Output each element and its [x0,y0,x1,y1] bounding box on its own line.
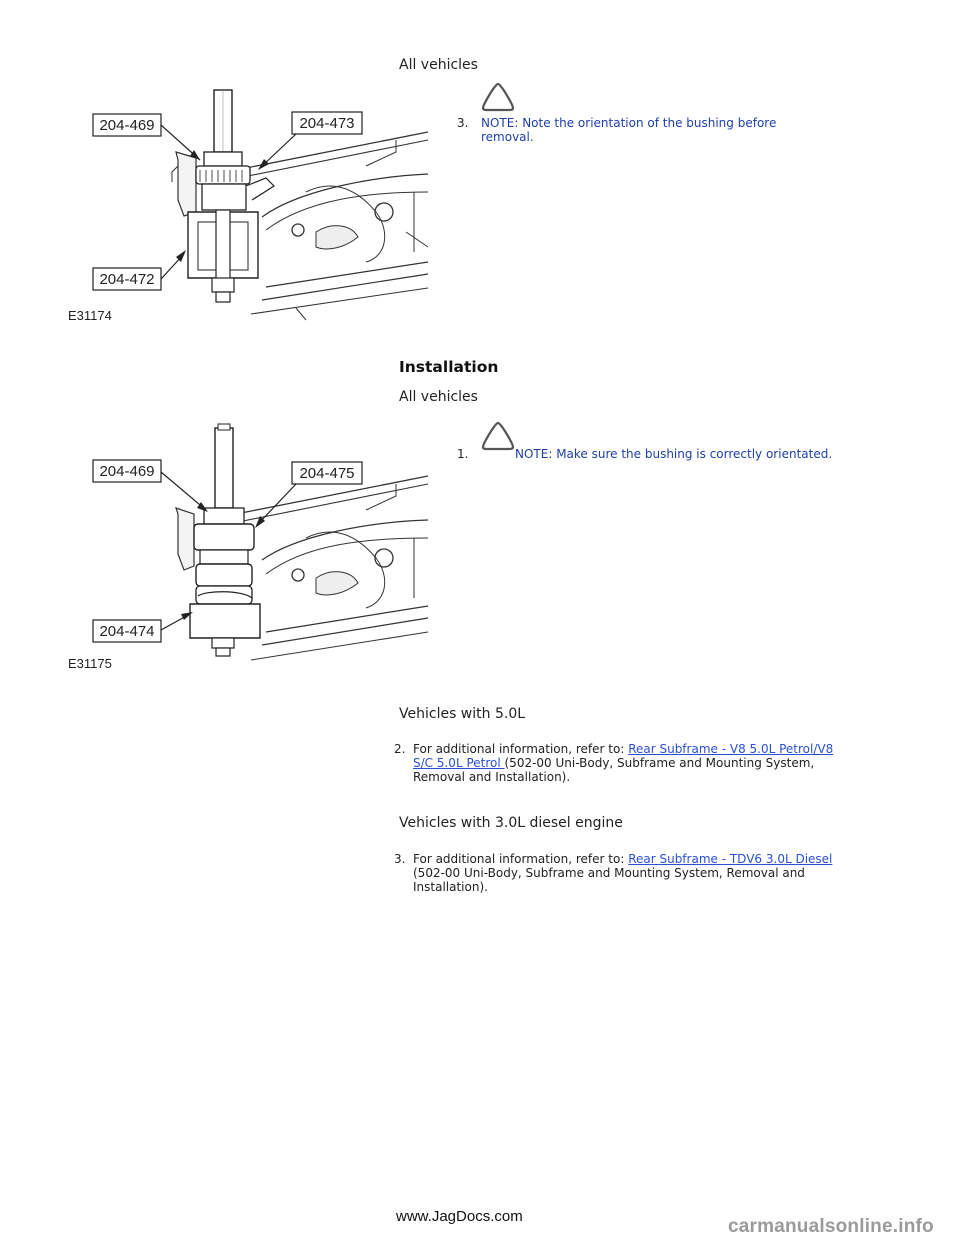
footer-site: www.JagDocs.com [396,1208,523,1225]
callout-1-label: 204-469 [99,117,155,134]
installation-step1-note: NOTE: Make sure the bushing is correctly orientated. [515,447,833,461]
step3-number: 3. [394,852,406,866]
callout-3-label: 204-472 [99,271,155,288]
installation-step1-number: 1. [457,447,469,461]
figure-e31174 [66,82,432,326]
v8-subheading: Vehicles with 5.0L [399,706,526,722]
figure-id: E31174 [68,308,112,323]
callout-2-label: 204-473 [299,115,355,132]
link-rear-subframe-tdv6[interactable]: Rear Subframe - TDV6 3.0L Diesel [628,852,833,866]
watermark: carmanualsonline.info [728,1216,934,1237]
warning-triangle-icon [480,81,516,113]
figure-id: E31175 [68,656,112,671]
callout-3-label: 204-474 [99,623,155,640]
step2-line3: Removal and Installation). [413,770,571,784]
step3-line2: (502-00 Uni-Body, Subframe and Mounting System, Removal and [413,866,805,880]
removal-subheading: All vehicles [399,57,478,73]
warning-triangle-icon [480,420,516,452]
link-rear-subframe-v8-cont[interactable]: S/C 5.0L Petrol [413,756,505,770]
link-rear-subframe-v8[interactable]: Rear Subframe - V8 5.0L Petrol/V8 [628,742,834,756]
installation-subheading: All vehicles [399,389,478,405]
step3-prefix: For additional information, refer to: [413,852,629,866]
figure-e31175 [66,420,432,672]
callout-2-label: 204-475 [299,465,355,482]
step3-text [413,852,883,894]
step3-line3: Installation). [413,880,488,894]
note-line-2: removal. [481,130,534,144]
diesel-subheading: Vehicles with 3.0L diesel engine [399,815,623,831]
step2-text [413,742,883,784]
step2-prefix: For additional information, refer to: [413,742,629,756]
step2-number: 2. [394,742,406,756]
removal-step-note [481,116,821,144]
note-line-1: NOTE: Note the orientation of the bushing before [481,116,777,130]
step2-suffix: (502-00 Uni-Body, Subframe and Mounting System, [504,756,815,770]
callout-1-label: 204-469 [99,463,155,480]
removal-step-number: 3. [457,116,469,130]
installation-heading: Installation [399,358,499,376]
